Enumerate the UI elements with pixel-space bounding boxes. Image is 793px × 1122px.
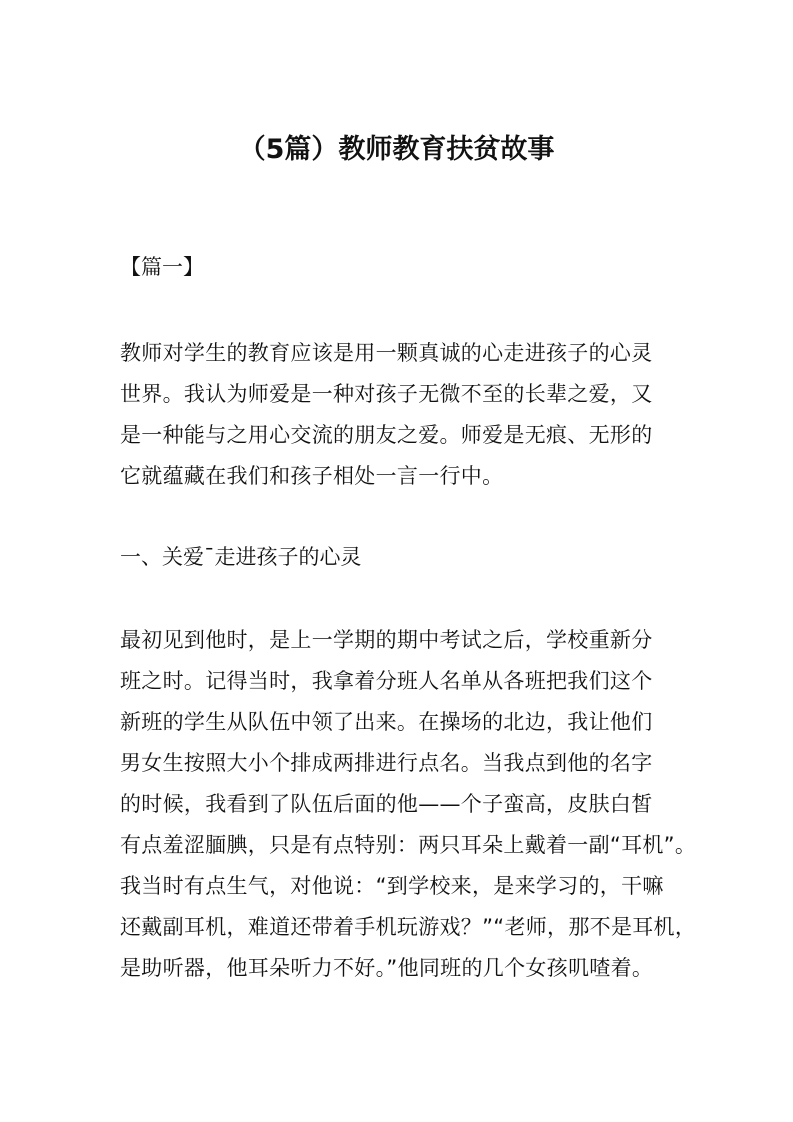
text-line: 它就蕴藏在我们和孩子相处一言一行中。 <box>120 464 504 488</box>
section-label: 【篇一】 <box>120 255 204 279</box>
text-line: 教师对学生的教育应该是用一颗真诚的心走进孩子的心灵 <box>120 341 653 365</box>
subheading: 一、关爱¯走进孩子的心灵 <box>120 545 362 569</box>
text-line: 是助听器，他耳朵听力不好。”他同班的几个女孩叽喳着。 <box>120 956 654 980</box>
text-line: 有点羞涩腼腆，只是有点特别：两只耳朵上戴着一副“耳机”。 <box>120 833 697 857</box>
text-line: 男女生按照大小个排成两排进行点名。当我点到他的名字 <box>120 751 653 775</box>
text-line: 新班的学生从队伍中领了出来。在操场的北边，我让他们 <box>120 710 653 734</box>
text-line: 我当时有点生气，对他说：“到学校来，是来学习的，干嘛 <box>120 874 664 898</box>
text-line: 是一种能与之用心交流的朋友之爱。师爱是无痕、无形的 <box>120 423 653 447</box>
text-line: 还戴副耳机，难道还带着手机玩游戏？”“老师，那不是耳机， <box>120 915 697 939</box>
text-line: 班之时。记得当时，我拿着分班人名单从各班把我们这个 <box>120 669 653 693</box>
text-line: 的时候，我看到了队伍后面的他——个子蛮高，皮肤白皙 <box>120 792 653 816</box>
document-title: （5篇）教师教育扶贫故事 <box>238 134 555 165</box>
paragraph-1 <box>120 333 653 497</box>
paragraph-2 <box>120 620 696 989</box>
text-line: 最初见到他时，是上一学期的期中考试之后，学校重新分 <box>120 628 653 652</box>
text-line: 世界。我认为师爱是一种对孩子无微不至的长辈之爱，又 <box>120 382 653 406</box>
